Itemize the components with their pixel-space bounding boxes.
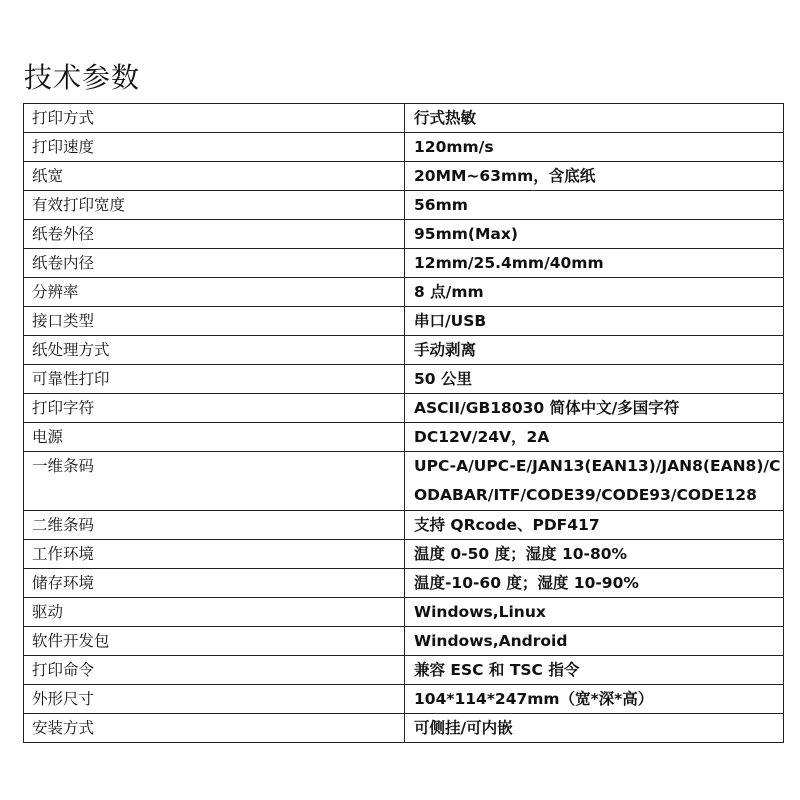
spec-label: 可靠性打印 <box>24 365 405 394</box>
spec-value: 串口/USB <box>405 307 784 336</box>
spec-value: Windows,Linux <box>405 598 784 627</box>
spec-label: 二维条码 <box>24 511 405 540</box>
spec-value: 行式热敏 <box>405 104 784 133</box>
spec-label: 电源 <box>24 423 405 452</box>
spec-value: 56mm <box>405 191 784 220</box>
spec-table <box>23 103 784 743</box>
spec-value: UPC-A/UPC-E/JAN13(EAN13)/JAN8(EAN8)/CODABAR/ITF/CODE39/CODE93/CODE128 <box>405 452 784 511</box>
table-row <box>24 598 784 627</box>
table-row <box>24 278 784 307</box>
spec-value: 兼容 ESC 和 TSC 指令 <box>405 656 784 685</box>
spec-label: 纸卷内径 <box>24 249 405 278</box>
spec-value: 温度-10-60 度；湿度 10-90% <box>405 569 784 598</box>
spec-label: 一维条码 <box>24 452 405 511</box>
table-row <box>24 104 784 133</box>
spec-value: 50 公里 <box>405 365 784 394</box>
table-row <box>24 423 784 452</box>
spec-label: 安装方式 <box>24 714 405 743</box>
table-row <box>24 627 784 656</box>
table-row <box>24 191 784 220</box>
spec-label: 纸卷外径 <box>24 220 405 249</box>
spec-label: 纸宽 <box>24 162 405 191</box>
page-title: 技术参数 <box>24 61 141 94</box>
table-row <box>24 452 784 511</box>
table-row <box>24 249 784 278</box>
spec-label: 分辨率 <box>24 278 405 307</box>
spec-value: 104*114*247mm（宽*深*高） <box>405 685 784 714</box>
spec-value: Windows,Android <box>405 627 784 656</box>
spec-label: 有效打印宽度 <box>24 191 405 220</box>
spec-value: 12mm/25.4mm/40mm <box>405 249 784 278</box>
table-row <box>24 511 784 540</box>
table-row <box>24 307 784 336</box>
spec-value: 手动剥离 <box>405 336 784 365</box>
spec-label: 软件开发包 <box>24 627 405 656</box>
spec-label: 驱动 <box>24 598 405 627</box>
table-row <box>24 714 784 743</box>
spec-label: 纸处理方式 <box>24 336 405 365</box>
spec-value: 20MM~63mm，含底纸 <box>405 162 784 191</box>
table-row <box>24 540 784 569</box>
table-row <box>24 133 784 162</box>
spec-value: DC12V/24V，2A <box>405 423 784 452</box>
table-row <box>24 569 784 598</box>
spec-value: 120mm/s <box>405 133 784 162</box>
spec-label: 接口类型 <box>24 307 405 336</box>
table-row <box>24 685 784 714</box>
spec-label: 打印字符 <box>24 394 405 423</box>
spec-label: 打印方式 <box>24 104 405 133</box>
table-row <box>24 220 784 249</box>
spec-value: 可侧挂/可内嵌 <box>405 714 784 743</box>
table-row <box>24 336 784 365</box>
table-row <box>24 656 784 685</box>
spec-label: 打印命令 <box>24 656 405 685</box>
spec-value: 95mm(Max) <box>405 220 784 249</box>
spec-label: 工作环境 <box>24 540 405 569</box>
spec-label: 储存环境 <box>24 569 405 598</box>
table-row <box>24 365 784 394</box>
spec-label: 外形尺寸 <box>24 685 405 714</box>
spec-label: 打印速度 <box>24 133 405 162</box>
spec-value: 支持 QRcode、PDF417 <box>405 511 784 540</box>
spec-value: ASCII/GB18030 简体中文/多国字符 <box>405 394 784 423</box>
spec-value: 温度 0-50 度；湿度 10-80% <box>405 540 784 569</box>
table-row <box>24 394 784 423</box>
table-row <box>24 162 784 191</box>
spec-value: 8 点/mm <box>405 278 784 307</box>
